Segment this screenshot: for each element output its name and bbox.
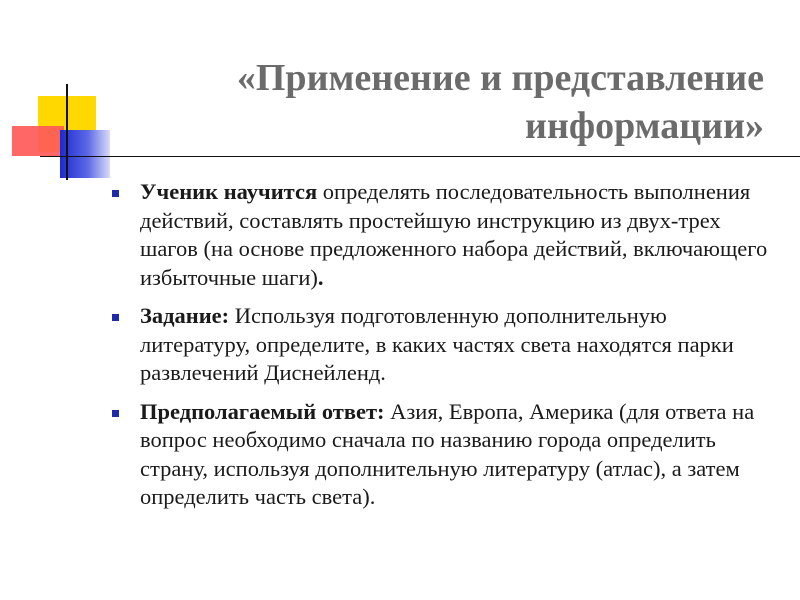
- square-bullet-icon: [112, 190, 119, 197]
- slide-title: [124, 54, 764, 150]
- decorative-squares: [0, 0, 130, 190]
- slide-title-line-2: информации»: [525, 105, 764, 147]
- square-bullet-icon: [112, 410, 119, 417]
- list-item: [110, 302, 778, 388]
- item-label: Ученик научится: [140, 179, 318, 204]
- bullet-list: [110, 178, 778, 522]
- vertical-rule: [66, 84, 68, 180]
- item-text: определять последовательность выполнения действий, составлять простейшую инструкцию из двух-трех шагов (на основе предложенного набора действий, включающего избыточные шаги): [140, 179, 768, 290]
- red-square: [12, 126, 64, 156]
- horizontal-rule: [40, 156, 800, 157]
- slide-title-line-1: «Применение и представление: [236, 57, 764, 99]
- item-label: Предполагаемый ответ:: [140, 398, 385, 424]
- list-item: [110, 178, 778, 292]
- item-text: Используя подготовленную дополнительную литературу, определите, в каких частях света находятся парки развлечений Диснейленд.: [140, 303, 734, 385]
- square-bullet-icon: [112, 314, 119, 321]
- item-label: Задание:: [140, 303, 230, 328]
- item-text: Азия, Европа, Америка (для ответа на вопрос необходимо сначала по названию города определить страну, используя дополнительную литературу (атлас), а затем определить часть света).: [140, 398, 755, 509]
- item-end: .: [317, 264, 324, 290]
- list-item: [110, 398, 778, 512]
